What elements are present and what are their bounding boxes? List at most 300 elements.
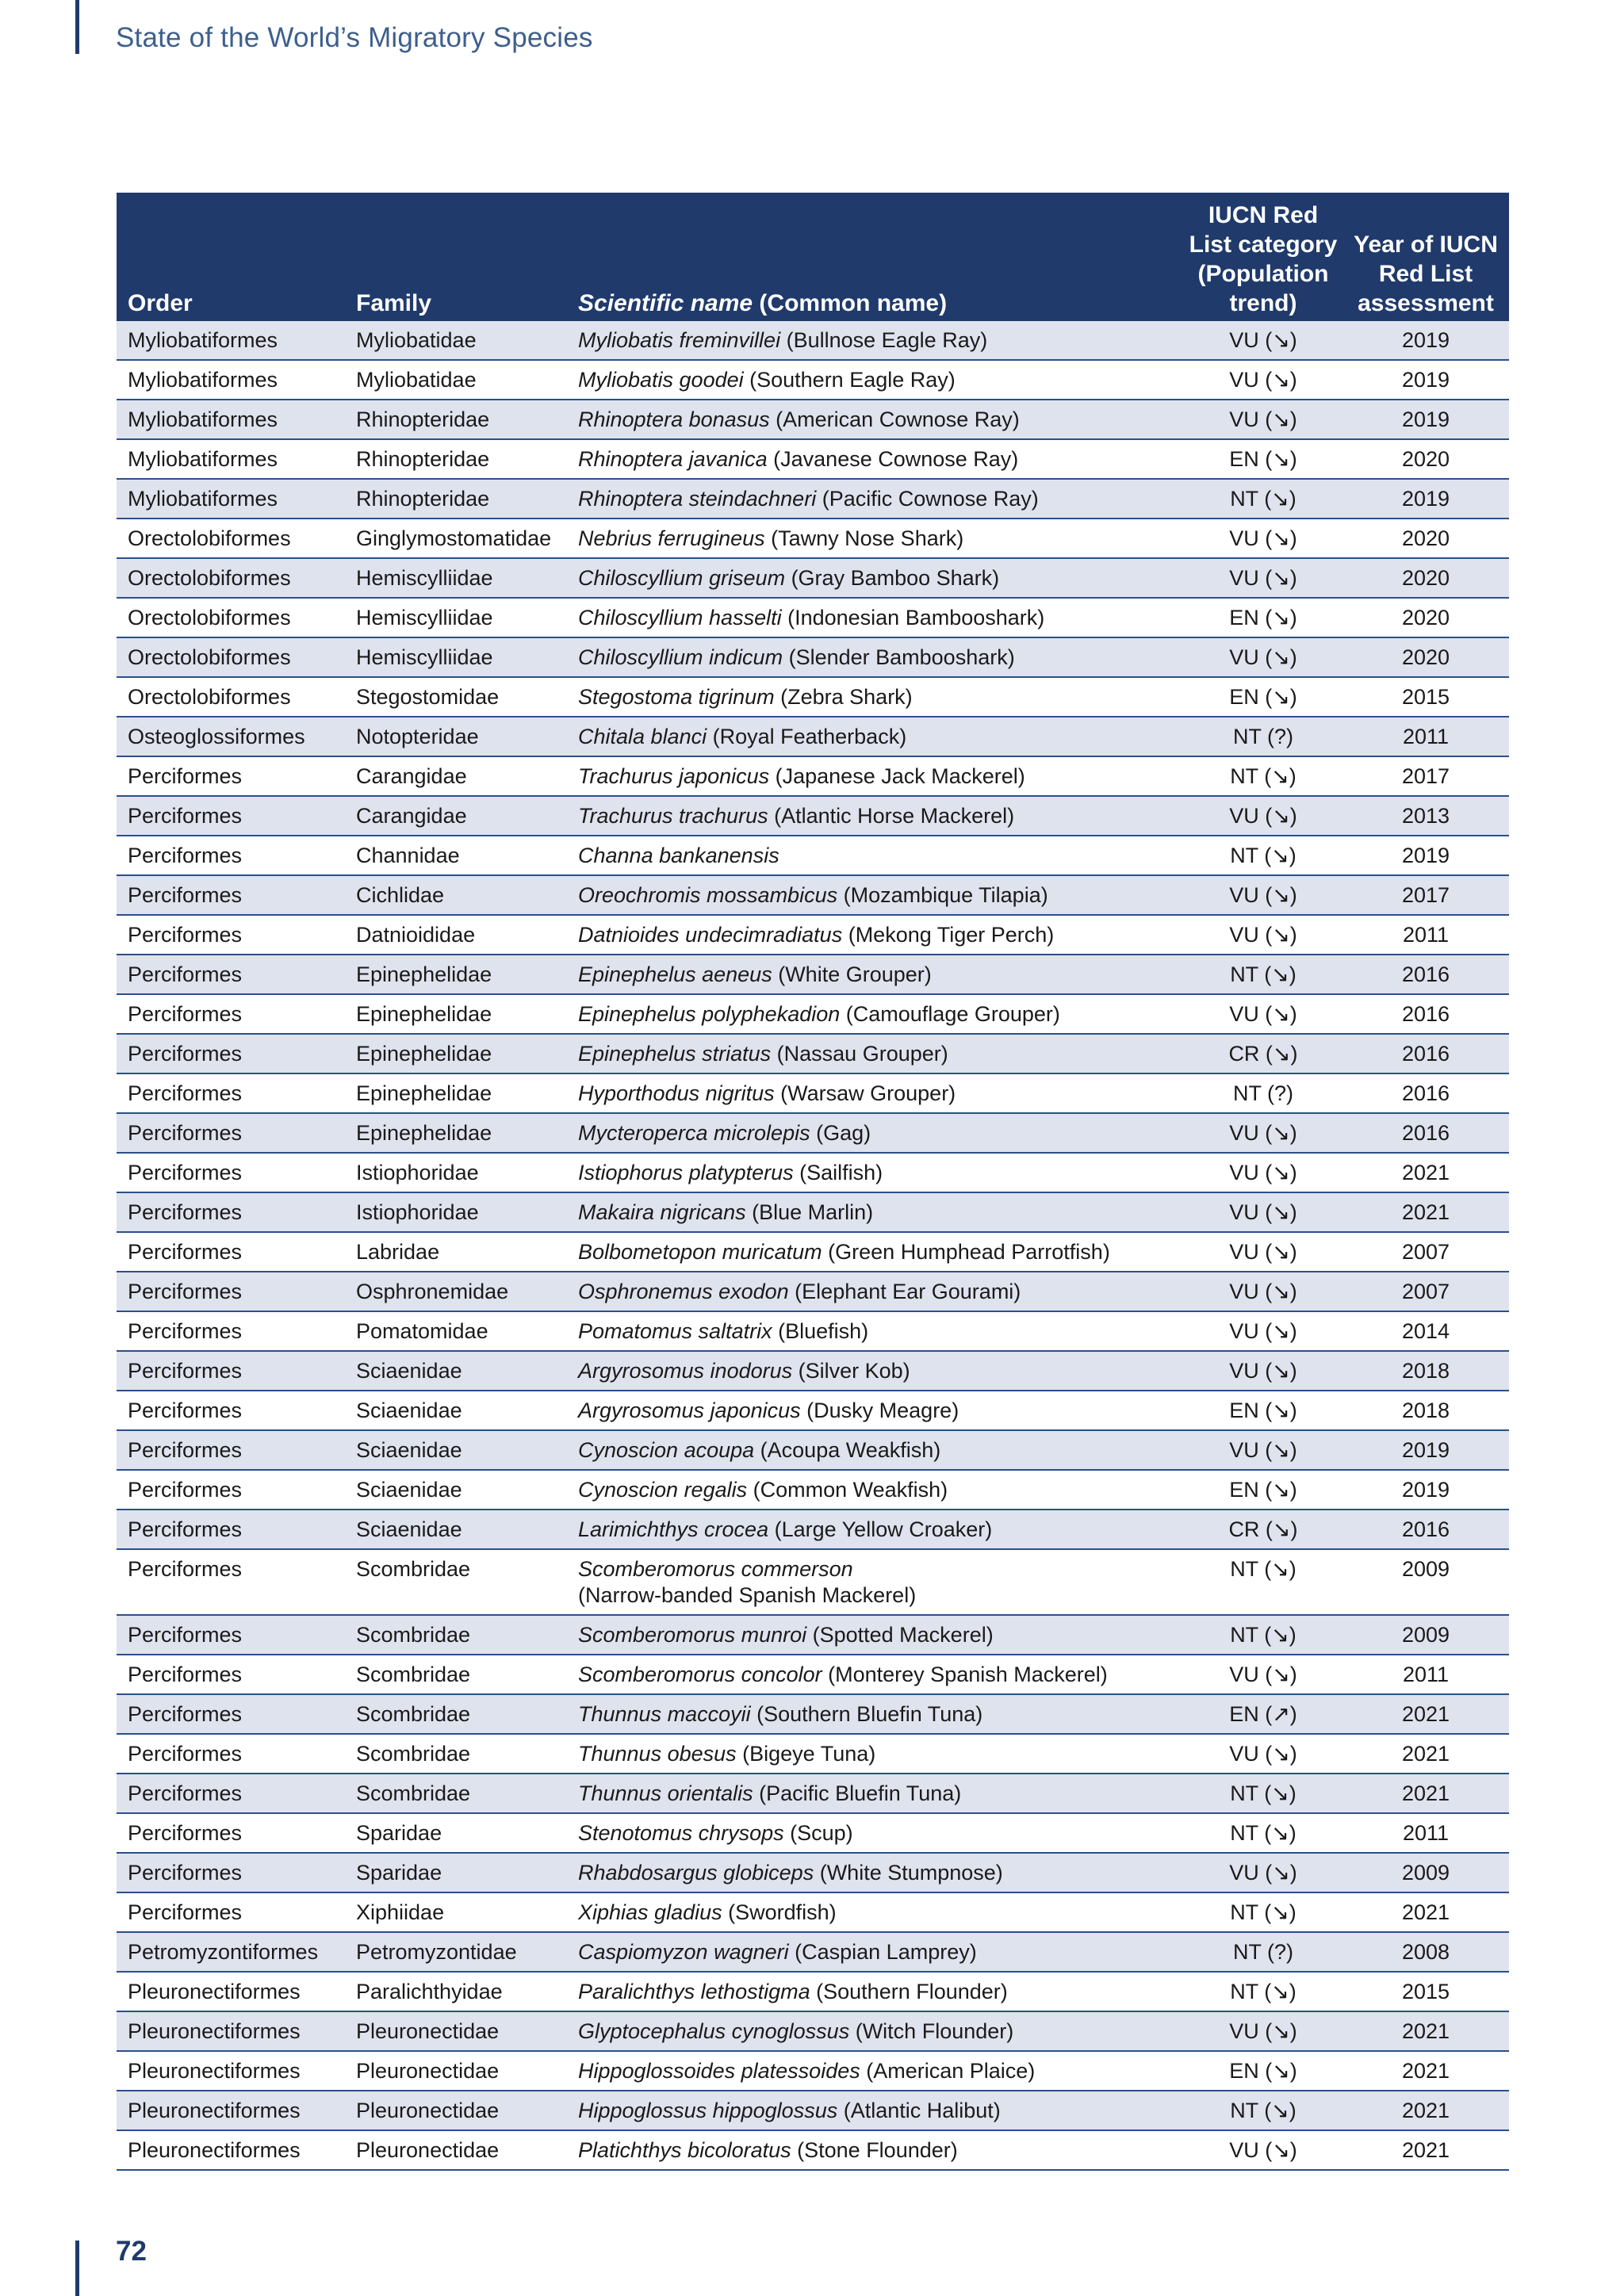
scientific-name: Osphronemus exodon (578, 1280, 789, 1303)
cell-family: Scombridae (345, 1549, 567, 1615)
cell-iucn-category: VU (↘) (1184, 637, 1342, 677)
cell-family: Xiphiidae (345, 1892, 567, 1932)
table-row (117, 1853, 1509, 1892)
cell-order: Perciformes (117, 1853, 345, 1892)
cell-iucn-category: VU (↘) (1184, 1655, 1342, 1694)
table-row (117, 756, 1509, 796)
scientific-name: Chiloscyllium griseum (578, 566, 786, 590)
cell-iucn-category: VU (↘) (1184, 1232, 1342, 1272)
scientific-name: Datnioides undecimradiatus (578, 923, 843, 947)
cell-iucn-category: NT (↘) (1184, 1774, 1342, 1813)
cell-family: Cichlidae (345, 875, 567, 915)
cell-assessment-year: 2020 (1342, 439, 1509, 479)
cell-assessment-year: 2015 (1342, 1972, 1509, 2011)
cell-species-name (567, 321, 1184, 360)
cell-assessment-year: 2021 (1342, 2130, 1509, 2170)
table-row (117, 875, 1509, 915)
cell-order: Myliobatiformes (117, 479, 345, 519)
table-row (117, 519, 1509, 558)
cell-family: Labridae (345, 1232, 567, 1272)
table-row (117, 994, 1509, 1034)
cell-assessment-year: 2016 (1342, 1113, 1509, 1153)
page-number: 72 (116, 2236, 147, 2267)
cell-assessment-year: 2016 (1342, 1510, 1509, 1549)
cell-assessment-year: 2015 (1342, 677, 1509, 717)
table-row (117, 1655, 1509, 1694)
cell-assessment-year: 2020 (1342, 558, 1509, 598)
cell-order: Myliobatiformes (117, 321, 345, 360)
cell-family: Scombridae (345, 1615, 567, 1655)
cell-species-name (567, 2091, 1184, 2130)
common-name: (Bigeye Tuna) (736, 1742, 876, 1766)
cell-iucn-category: VU (↘) (1184, 1272, 1342, 1311)
scientific-name: Rhabdosargus globiceps (578, 1861, 814, 1885)
cell-species-name (567, 1655, 1184, 1694)
cell-assessment-year: 2021 (1342, 2091, 1509, 2130)
common-name: (Elephant Ear Gourami) (788, 1280, 1021, 1303)
table-row (117, 1470, 1509, 1510)
common-name: (Gray Bamboo Shark) (785, 566, 1000, 590)
cell-species-name (567, 479, 1184, 519)
cell-species-name (567, 1549, 1184, 1615)
cell-species-name (567, 439, 1184, 479)
scientific-name: Cynoscion regalis (578, 1478, 748, 1502)
cell-family: Pleuronectidae (345, 2091, 567, 2130)
cell-iucn-category: VU (↘) (1184, 1430, 1342, 1470)
common-name: (Atlantic Halibut) (837, 2099, 1001, 2122)
cell-order: Perciformes (117, 1734, 345, 1774)
cell-family: Hemiscylliidae (345, 637, 567, 677)
cell-iucn-category: NT (↘) (1184, 1549, 1342, 1615)
cell-assessment-year: 2018 (1342, 1391, 1509, 1430)
header-category-line: trend) (1229, 290, 1297, 316)
table-row (117, 1813, 1509, 1853)
cell-order: Perciformes (117, 836, 345, 875)
scientific-name: Xiphias gladius (578, 1900, 722, 1924)
cell-order: Pleuronectiformes (117, 1972, 345, 2011)
common-name: (Japanese Jack Mackerel) (769, 764, 1025, 788)
cell-iucn-category: VU (↘) (1184, 1113, 1342, 1153)
cell-order: Perciformes (117, 1153, 345, 1192)
cell-iucn-category: VU (↘) (1184, 519, 1342, 558)
cell-iucn-category: EN (↘) (1184, 1391, 1342, 1430)
scientific-name: Scomberomorus commerson (578, 1557, 853, 1581)
cell-family: Sciaenidae (345, 1391, 567, 1430)
scientific-name: Makaira nigricans (578, 1200, 746, 1224)
cell-family: Pleuronectidae (345, 2130, 567, 2170)
header-accent-bar (75, 0, 79, 54)
cell-species-name (567, 400, 1184, 439)
cell-order: Perciformes (117, 955, 345, 994)
cell-family: Datnioididae (345, 915, 567, 955)
scientific-name: Istiophorus platypterus (578, 1161, 794, 1184)
common-name: (Gag) (810, 1121, 871, 1145)
table-row (117, 321, 1509, 360)
scientific-name: Glyptocephalus cynoglossus (578, 2019, 850, 2043)
cell-iucn-category: VU (↘) (1184, 321, 1342, 360)
cell-family: Hemiscylliidae (345, 558, 567, 598)
common-name: (Pacific Bluefin Tuna) (753, 1781, 962, 1805)
header-row (117, 193, 1509, 321)
cell-order: Myliobatiformes (117, 360, 345, 400)
cell-assessment-year: 2019 (1342, 400, 1509, 439)
common-name: (Dusky Meagre) (800, 1399, 959, 1422)
common-name: (Scup) (783, 1821, 853, 1845)
table-row (117, 836, 1509, 875)
table-row (117, 1073, 1509, 1113)
cell-order: Pleuronectiformes (117, 2011, 345, 2051)
cell-species-name (567, 1932, 1184, 1972)
cell-iucn-category: VU (↘) (1184, 796, 1342, 836)
common-name: (Narrow-banded Spanish Mackerel) (578, 1583, 917, 1607)
scientific-name: Argyrosomus japonicus (578, 1399, 801, 1422)
common-name: (Bluefish) (772, 1319, 869, 1343)
cell-assessment-year: 2011 (1342, 717, 1509, 756)
cell-iucn-category: NT (↘) (1184, 756, 1342, 796)
cell-family: Petromyzontidae (345, 1932, 567, 1972)
common-name: (Large Yellow Croaker) (768, 1517, 993, 1541)
scientific-name: Paralichthys lethostigma (578, 1980, 810, 2003)
cell-assessment-year: 2011 (1342, 1813, 1509, 1853)
table-body (117, 321, 1509, 2170)
cell-species-name (567, 1430, 1184, 1470)
cell-assessment-year: 2011 (1342, 1655, 1509, 1694)
common-name: (Slender Bambooshark) (783, 645, 1015, 669)
cell-family: Epinephelidae (345, 994, 567, 1034)
cell-species-name (567, 2130, 1184, 2170)
cell-assessment-year: 2016 (1342, 955, 1509, 994)
cell-species-name (567, 1073, 1184, 1113)
cell-iucn-category: VU (↘) (1184, 994, 1342, 1034)
common-name: (Southern Flounder) (810, 1980, 1008, 2003)
cell-iucn-category: NT (?) (1184, 1073, 1342, 1113)
cell-assessment-year: 2019 (1342, 1430, 1509, 1470)
table-row (117, 1311, 1509, 1351)
common-name: (Sailfish) (793, 1161, 883, 1184)
cell-iucn-category: EN (↘) (1184, 677, 1342, 717)
cell-iucn-category: VU (↘) (1184, 1311, 1342, 1351)
cell-assessment-year: 2016 (1342, 1073, 1509, 1113)
common-name: (White Grouper) (772, 962, 932, 986)
cell-family: Sciaenidae (345, 1430, 567, 1470)
cell-assessment-year: 2019 (1342, 479, 1509, 519)
table-row (117, 1034, 1509, 1073)
cell-family: Istiophoridae (345, 1153, 567, 1192)
cell-iucn-category: NT (↘) (1184, 1972, 1342, 2011)
cell-order: Perciformes (117, 875, 345, 915)
cell-iucn-category: NT (↘) (1184, 955, 1342, 994)
cell-order: Orectolobiformes (117, 598, 345, 637)
scientific-name: Myliobatis freminvillei (578, 328, 781, 352)
cell-iucn-category: NT (↘) (1184, 1892, 1342, 1932)
cell-family: Myliobatidae (345, 360, 567, 400)
cell-iucn-category: NT (↘) (1184, 836, 1342, 875)
common-name: (Swordfish) (722, 1900, 837, 1924)
cell-family: Sparidae (345, 1813, 567, 1853)
cell-iucn-category: VU (↘) (1184, 875, 1342, 915)
table-row (117, 598, 1509, 637)
table-row (117, 2051, 1509, 2091)
cell-assessment-year: 2020 (1342, 519, 1509, 558)
cell-iucn-category: VU (↘) (1184, 558, 1342, 598)
cell-order: Petromyzontiformes (117, 1932, 345, 1972)
cell-order: Myliobatiformes (117, 439, 345, 479)
cell-family: Sciaenidae (345, 1510, 567, 1549)
cell-assessment-year: 2021 (1342, 1153, 1509, 1192)
cell-family: Carangidae (345, 796, 567, 836)
header-category-line: (Population (1197, 261, 1329, 287)
table-row (117, 1430, 1509, 1470)
cell-species-name (567, 598, 1184, 637)
table-row (117, 439, 1509, 479)
scientific-name: Epinephelus aeneus (578, 962, 772, 986)
header-category-line: List category (1189, 232, 1338, 258)
cell-species-name (567, 1694, 1184, 1734)
scientific-name: Rhinoptera bonasus (578, 408, 770, 431)
cell-assessment-year: 2021 (1342, 1734, 1509, 1774)
scientific-name: Chiloscyllium indicum (578, 645, 783, 669)
common-name: (Mozambique Tilapia) (837, 883, 1048, 907)
header-common-name: (Common name) (753, 290, 948, 316)
common-name: (Tawny Nose Shark) (764, 526, 964, 550)
cell-family: Sciaenidae (345, 1351, 567, 1391)
scientific-name: Pomatomus saltatrix (578, 1319, 772, 1343)
header-scientific-name (567, 193, 1184, 321)
cell-order: Perciformes (117, 994, 345, 1034)
scientific-name: Chiloscyllium hasselti (578, 606, 782, 629)
cell-family: Epinephelidae (345, 1034, 567, 1073)
scientific-name: Epinephelus polyphekadion (578, 1002, 841, 1026)
cell-assessment-year: 2007 (1342, 1272, 1509, 1311)
common-name: (American Cownose Ray) (769, 408, 1020, 431)
cell-assessment-year: 2017 (1342, 875, 1509, 915)
common-name: (White Stumpnose) (814, 1861, 1003, 1885)
scientific-name: Bolbometopon muricatum (578, 1240, 822, 1264)
header-order: Order (128, 290, 193, 316)
cell-iucn-category: VU (↘) (1184, 1853, 1342, 1892)
cell-order: Perciformes (117, 1813, 345, 1853)
cell-iucn-category: VU (↘) (1184, 1351, 1342, 1391)
table-row (117, 955, 1509, 994)
cell-iucn-category: EN (↗) (1184, 1694, 1342, 1734)
cell-order: Perciformes (117, 1655, 345, 1694)
cell-iucn-category: VU (↘) (1184, 1192, 1342, 1232)
table-row (117, 2011, 1509, 2051)
scientific-name: Nebrius ferrugineus (578, 526, 765, 550)
cell-species-name (567, 1311, 1184, 1351)
common-name: (Zebra Shark) (774, 685, 913, 709)
cell-family: Sciaenidae (345, 1470, 567, 1510)
cell-assessment-year: 2017 (1342, 756, 1509, 796)
cell-iucn-category: NT (↘) (1184, 2091, 1342, 2130)
table-row (117, 1892, 1509, 1932)
cell-family: Myliobatidae (345, 321, 567, 360)
cell-family: Channidae (345, 836, 567, 875)
cell-assessment-year: 2007 (1342, 1232, 1509, 1272)
common-name: (Mekong Tiger Perch) (842, 923, 1055, 947)
cell-assessment-year: 2018 (1342, 1351, 1509, 1391)
cell-species-name (567, 1351, 1184, 1391)
scientific-name: Stenotomus chrysops (578, 1821, 784, 1845)
cell-assessment-year: 2019 (1342, 321, 1509, 360)
scientific-name: Thunnus maccoyii (578, 1702, 751, 1726)
cell-order: Perciformes (117, 1351, 345, 1391)
cell-assessment-year: 2021 (1342, 1694, 1509, 1734)
scientific-name: Larimichthys crocea (578, 1517, 769, 1541)
cell-assessment-year: 2021 (1342, 1774, 1509, 1813)
cell-species-name (567, 717, 1184, 756)
scientific-name: Channa bankanensis (578, 844, 779, 867)
cell-family: Scombridae (345, 1655, 567, 1694)
cell-species-name (567, 1510, 1184, 1549)
common-name: (Pacific Cownose Ray) (816, 487, 1039, 511)
cell-species-name (567, 2051, 1184, 2091)
cell-assessment-year: 2019 (1342, 360, 1509, 400)
cell-assessment-year: 2013 (1342, 796, 1509, 836)
common-name: (Stone Flounder) (791, 2138, 958, 2162)
cell-iucn-category: CR (↘) (1184, 1034, 1342, 1073)
cell-order: Perciformes (117, 1615, 345, 1655)
cell-family: Paralichthyidae (345, 1972, 567, 2011)
cell-species-name (567, 1892, 1184, 1932)
table-row (117, 1192, 1509, 1232)
common-name: (Warsaw Grouper) (774, 1081, 956, 1105)
cell-family: Scombridae (345, 1734, 567, 1774)
cell-family: Scombridae (345, 1694, 567, 1734)
common-name: (Javanese Cownose Ray) (767, 447, 1019, 471)
cell-order: Perciformes (117, 1694, 345, 1734)
table-row (117, 1391, 1509, 1430)
cell-order: Perciformes (117, 1113, 345, 1153)
header-year-line: assessment (1358, 290, 1494, 316)
cell-order: Pleuronectiformes (117, 2051, 345, 2091)
common-name: (Caspian Lamprey) (788, 1940, 977, 1964)
cell-species-name (567, 1972, 1184, 2011)
common-name: (Camouflage Grouper) (840, 1002, 1060, 1026)
cell-order: Orectolobiformes (117, 637, 345, 677)
common-name: (Bullnose Eagle Ray) (780, 328, 988, 352)
common-name: (Atlantic Horse Mackerel) (768, 804, 1015, 828)
cell-iucn-category: EN (↘) (1184, 598, 1342, 637)
scientific-name: Rhinoptera steindachneri (578, 487, 817, 511)
cell-family: Hemiscylliidae (345, 598, 567, 637)
cell-family: Epinephelidae (345, 955, 567, 994)
cell-iucn-category: VU (↘) (1184, 400, 1342, 439)
scientific-name: Hyporthodus nigritus (578, 1081, 775, 1105)
scientific-name: Stegostoma tigrinum (578, 685, 775, 709)
cell-species-name (567, 994, 1184, 1034)
cell-assessment-year: 2016 (1342, 994, 1509, 1034)
scientific-name: Hippoglossus hippoglossus (578, 2099, 838, 2122)
cell-order: Pleuronectiformes (117, 2091, 345, 2130)
cell-species-name (567, 1391, 1184, 1430)
scientific-name: Oreochromis mossambicus (578, 883, 838, 907)
cell-species-name (567, 1734, 1184, 1774)
cell-order: Perciformes (117, 1549, 345, 1615)
cell-iucn-category: VU (↘) (1184, 2130, 1342, 2170)
table-row (117, 1510, 1509, 1549)
cell-order: Perciformes (117, 756, 345, 796)
cell-assessment-year: 2008 (1342, 1932, 1509, 1972)
table-row (117, 1272, 1509, 1311)
cell-family: Epinephelidae (345, 1073, 567, 1113)
cell-order: Perciformes (117, 1073, 345, 1113)
cell-order: Perciformes (117, 1510, 345, 1549)
cell-iucn-category: NT (?) (1184, 717, 1342, 756)
table-row (117, 717, 1509, 756)
cell-family: Pleuronectidae (345, 2051, 567, 2091)
common-name: (American Plaice) (860, 2059, 1036, 2083)
table-row (117, 915, 1509, 955)
scientific-name: Argyrosomus inodorus (578, 1359, 793, 1383)
common-name: (Southern Eagle Ray) (743, 368, 956, 392)
cell-order: Perciformes (117, 1774, 345, 1813)
scientific-name: Thunnus orientalis (578, 1781, 753, 1805)
scientific-name: Epinephelus striatus (578, 1042, 772, 1066)
common-name: (Witch Flounder) (849, 2019, 1014, 2043)
table-row (117, 1113, 1509, 1153)
common-name: (Nassau Grouper) (771, 1042, 948, 1066)
cell-species-name (567, 558, 1184, 598)
table-row (117, 1232, 1509, 1272)
cell-family: Stegostomidae (345, 677, 567, 717)
cell-species-name (567, 2011, 1184, 2051)
cell-species-name (567, 519, 1184, 558)
cell-iucn-category: VU (↘) (1184, 1734, 1342, 1774)
cell-species-name (567, 1034, 1184, 1073)
cell-species-name (567, 756, 1184, 796)
cell-family: Pleuronectidae (345, 2011, 567, 2051)
cell-family: Rhinopteridae (345, 479, 567, 519)
cell-order: Perciformes (117, 1192, 345, 1232)
cell-order: Perciformes (117, 1311, 345, 1351)
cell-species-name (567, 1615, 1184, 1655)
cell-species-name (567, 875, 1184, 915)
cell-order: Perciformes (117, 1034, 345, 1073)
header-year-line: Year of IUCN (1354, 232, 1498, 258)
cell-iucn-category: EN (↘) (1184, 439, 1342, 479)
common-name: (Spotted Mackerel) (806, 1623, 994, 1647)
cell-iucn-category: VU (↘) (1184, 2011, 1342, 2051)
cell-species-name (567, 796, 1184, 836)
common-name: (Royal Featherback) (707, 725, 907, 748)
cell-species-name (567, 1272, 1184, 1311)
cell-assessment-year: 2009 (1342, 1853, 1509, 1892)
cell-species-name (567, 1113, 1184, 1153)
cell-order: Perciformes (117, 796, 345, 836)
cell-species-name (567, 1192, 1184, 1232)
running-title: State of the World’s Migratory Species (116, 22, 593, 53)
cell-species-name (567, 1470, 1184, 1510)
cell-family: Ginglymostomatidae (345, 519, 567, 558)
header-family: Family (356, 290, 432, 316)
common-name: (Blue Marlin) (745, 1200, 874, 1224)
cell-iucn-category: NT (↘) (1184, 1615, 1342, 1655)
cell-species-name (567, 1853, 1184, 1892)
cell-assessment-year: 2014 (1342, 1311, 1509, 1351)
table-row (117, 1734, 1509, 1774)
cell-iucn-category: VU (↘) (1184, 360, 1342, 400)
cell-assessment-year: 2019 (1342, 1470, 1509, 1510)
scientific-name: Trachurus trachurus (578, 804, 768, 828)
scientific-name: Myliobatis goodei (578, 368, 744, 392)
cell-iucn-category: EN (↘) (1184, 2051, 1342, 2091)
cell-iucn-category: VU (↘) (1184, 915, 1342, 955)
table-row (117, 796, 1509, 836)
cell-assessment-year: 2021 (1342, 2011, 1509, 2051)
cell-species-name (567, 360, 1184, 400)
cell-order: Perciformes (117, 915, 345, 955)
